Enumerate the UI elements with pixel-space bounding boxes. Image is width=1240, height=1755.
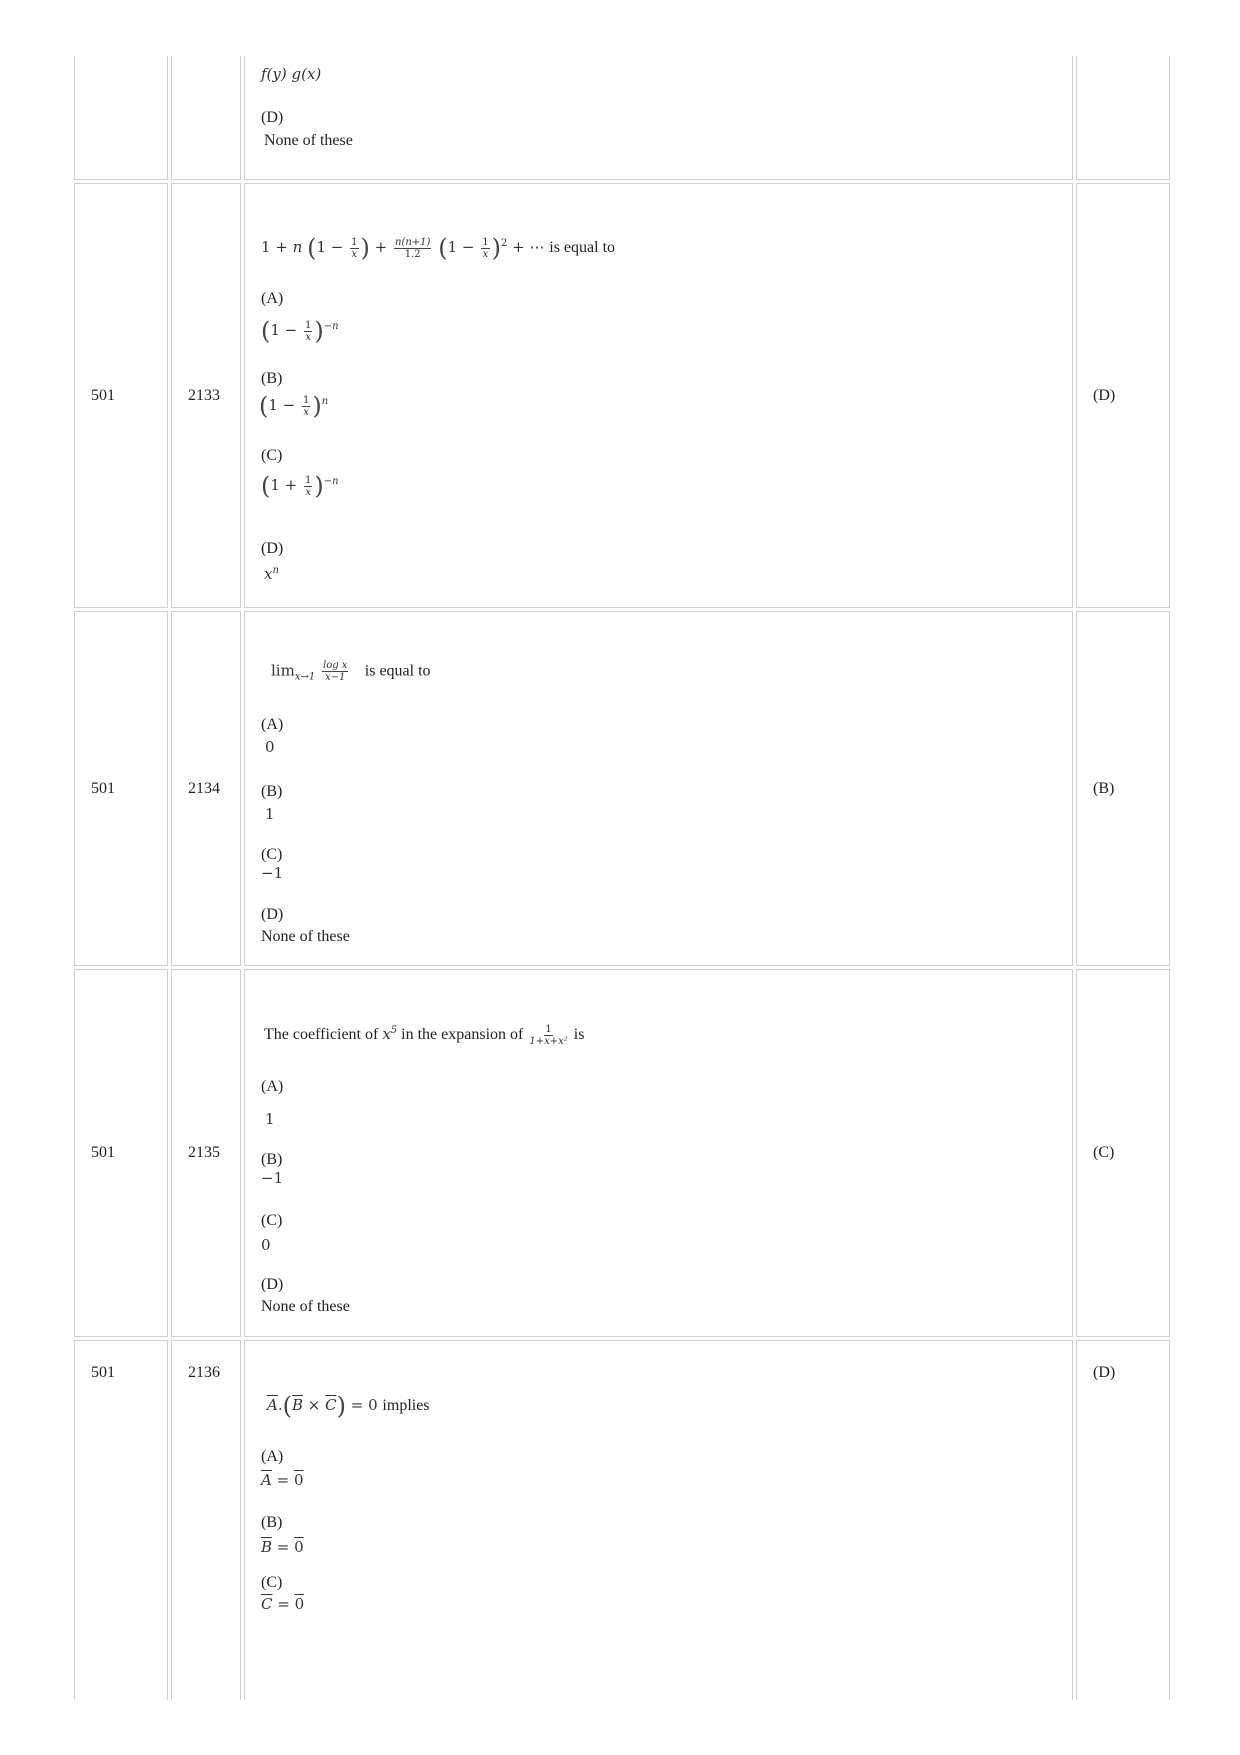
id-cell: [171, 183, 241, 608]
option-label: (C): [261, 447, 283, 464]
table-row: [74, 611, 1170, 966]
unit-cell: [74, 611, 168, 966]
answer-value: (B): [1093, 779, 1115, 797]
question-text: 1 + n (1 − $\frac{1}{x}$ ) + $\frac{n(n+1)}{1.2}$ (1 − $\frac{1}{x}$ )$^2$ + ⋯ is equal to: [261, 234, 616, 262]
option-value: f(y) g(x): [261, 65, 322, 83]
option-label: (C): [261, 846, 283, 863]
answer-value: (C): [1093, 1144, 1115, 1161]
question-cell: [244, 56, 1073, 180]
table-row: [74, 56, 1170, 180]
option-value: −1: [261, 864, 284, 882]
id-cell: [171, 1340, 241, 1700]
answer-value: (D): [1093, 1364, 1116, 1381]
option-label: (A): [261, 1078, 284, 1095]
answer-cell: [1076, 56, 1170, 180]
option-value: None of these: [264, 132, 353, 149]
table-row: [74, 1340, 1170, 1700]
option-value: (1 + $\frac{1}{x}$ )$^{-n}$: [261, 472, 339, 500]
question-suffix: is equal to: [364, 662, 431, 680]
option-label: (A): [261, 1448, 284, 1465]
option-value: $\overline{A} = 0$: [261, 1471, 304, 1489]
option-value: $\overline{B} = 0$: [261, 1538, 304, 1556]
question-id: 2133: [188, 386, 220, 404]
option-label: (B): [261, 370, 283, 387]
option-label: (B): [261, 783, 283, 800]
question-suffix: implies: [382, 1397, 430, 1414]
option-label: (A): [261, 716, 284, 733]
question-text: $\lim_{x\to 1}$ $\frac{\text{log x}}{x-1}$ is equal to: [271, 660, 431, 683]
option-value: 1: [265, 805, 275, 823]
question-id: 2136: [188, 1364, 220, 1381]
option-label: (D): [261, 109, 284, 126]
answer-cell: [1076, 611, 1170, 966]
option-label: (B): [261, 1151, 283, 1168]
question-id: 2134: [188, 779, 220, 797]
question-cell: [244, 183, 1073, 608]
unit-number: 501: [91, 1144, 115, 1161]
option-value: (1 − $\frac{1}{x}$ )$^n$: [259, 392, 329, 420]
unit-number: 501: [91, 1364, 115, 1381]
option-value: 0: [265, 738, 275, 756]
id-cell: [171, 611, 241, 966]
option-value: $\overline{C} = 0$: [261, 1595, 305, 1613]
answer-cell: [1076, 183, 1170, 608]
option-label: (B): [261, 1514, 283, 1531]
option-value: $x^n$: [264, 565, 279, 583]
question-cell: [244, 1340, 1073, 1700]
answer-cell: [1076, 1340, 1170, 1700]
option-value: 1: [265, 1110, 275, 1128]
option-label: (C): [261, 1574, 283, 1591]
option-label: (A): [261, 290, 284, 307]
answer-cell: [1076, 969, 1170, 1337]
unit-cell: [74, 183, 168, 608]
question-id: 2135: [188, 1144, 220, 1161]
question-cell: [244, 969, 1073, 1337]
unit-number: 501: [91, 386, 115, 404]
unit-cell: [74, 969, 168, 1337]
option-value: −1: [261, 1169, 284, 1187]
table-row: [74, 183, 1170, 608]
question-prefix: The coefficient of: [264, 1026, 379, 1043]
unit-number: 501: [91, 779, 115, 797]
question-text: $\overline{A}.(\overline{B} \times \overline{C}) = 0$ implies: [267, 1392, 430, 1420]
unit-cell: [74, 56, 168, 180]
id-cell: [171, 969, 241, 1337]
option-label: (D): [261, 906, 284, 923]
question-cell: [244, 611, 1073, 966]
option-value: None of these: [261, 928, 350, 945]
option-value: None of these: [261, 1298, 350, 1315]
question-suffix: is equal to: [549, 239, 616, 256]
option-label: (D): [261, 540, 284, 557]
id-cell: [171, 56, 241, 180]
option-value: 0: [261, 1236, 271, 1254]
question-middle: in the expansion of: [401, 1026, 524, 1043]
table-row: [74, 969, 1170, 1337]
option-label: (D): [261, 1276, 284, 1293]
answer-value: (D): [1093, 386, 1116, 404]
option-value: (1 − $\frac{1}{x}$ )$^{-n}$: [261, 317, 339, 345]
question-table: [74, 58, 1170, 1703]
question-suffix: is: [573, 1026, 585, 1043]
option-label: (C): [261, 1212, 283, 1229]
question-text: The coefficient of $x^5$ in the expansion of $\frac{1}{\text{1+x+x²}}$ is: [264, 1023, 585, 1047]
unit-cell: [74, 1340, 168, 1700]
